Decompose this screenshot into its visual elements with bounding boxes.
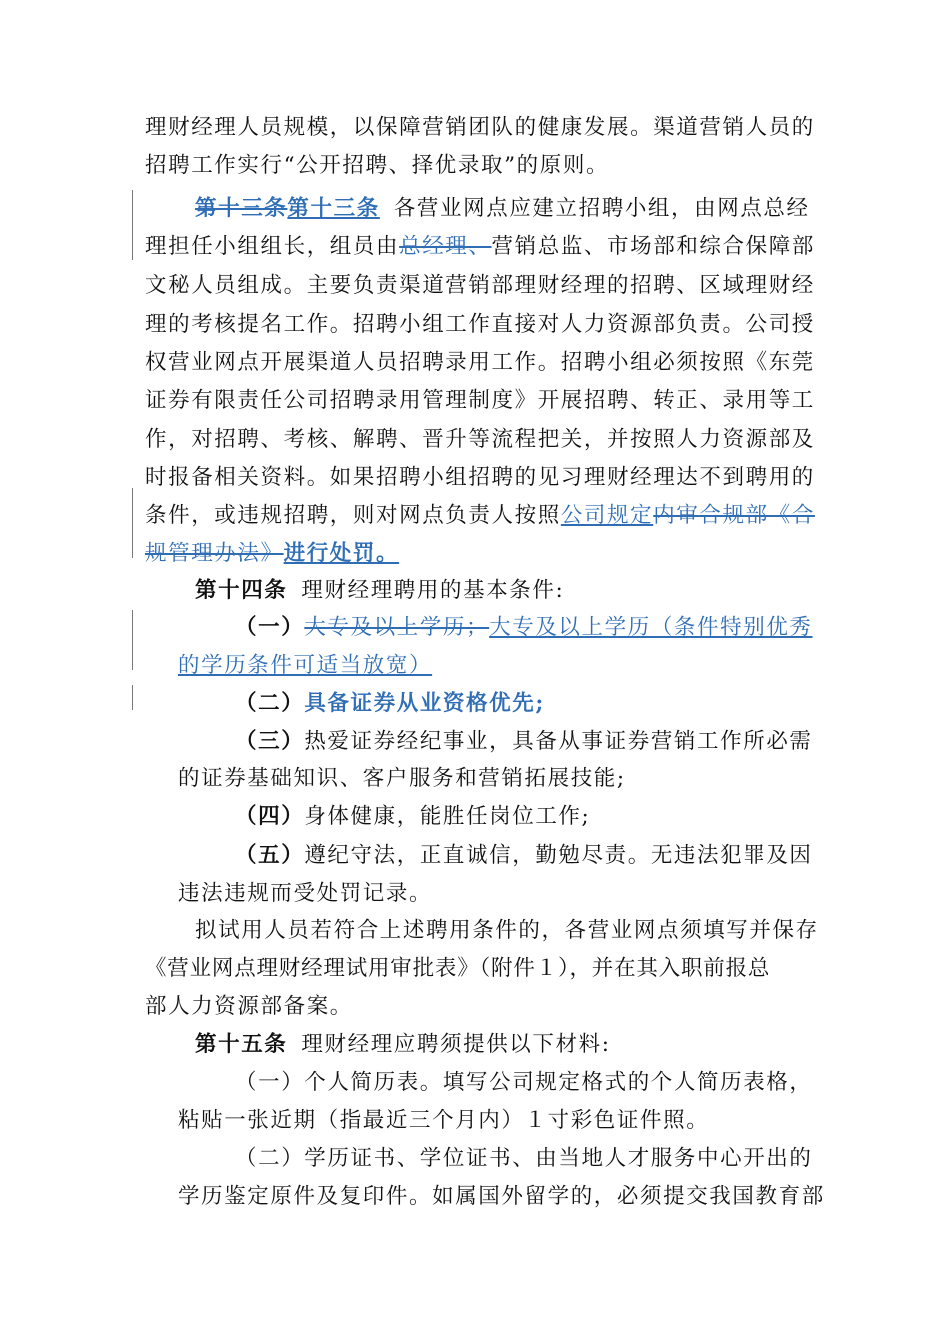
deleted-heading: 第十三条 xyxy=(195,196,288,221)
inserted-heading: 第十三条 xyxy=(287,196,380,221)
list-item-continuation: 的证券基础知识、客户服务和营销拓展技能; xyxy=(178,766,626,791)
list-item xyxy=(235,806,590,828)
deleted-text: 大专及以上学历； xyxy=(304,615,490,640)
list-item xyxy=(235,731,813,753)
list-item-continuation: 违法违规而受处罚记录。 xyxy=(178,881,433,906)
change-bar xyxy=(132,610,133,670)
list-item xyxy=(235,617,813,639)
article-15-line xyxy=(195,1034,611,1056)
text-run: 条件，或违规招聘，则对网点负责人按照 xyxy=(145,503,561,528)
article-13-line xyxy=(145,236,815,258)
formatted-text: 具备证券从业资格优先; xyxy=(304,691,545,716)
paragraph-line: 理财经理人员规模，以保障营销团队的健康发展。渠道营销人员的 xyxy=(145,115,815,140)
list-item: （一）个人简历表。填写公司规定格式的个人简历表格， xyxy=(235,1070,813,1095)
list-item xyxy=(235,845,813,867)
paragraph-line: 招聘工作实行“公开招聘、择优录取”的原则。 xyxy=(145,153,610,178)
item-number: （四） xyxy=(235,804,305,829)
list-item-continuation xyxy=(178,655,432,677)
article-13-line xyxy=(145,543,399,565)
inserted-text: 大专及以上学历（条件特别优秀 xyxy=(489,615,813,640)
item-text: 遵纪守法，正直诚信，勤勉尽责。无违法犯罪及因 xyxy=(304,843,813,868)
list-item-continuation: 粘贴一张近期（指最近三个月内）１寸彩色证件照。 xyxy=(178,1108,710,1133)
article-13-line: 文秘人员组成。主要负责渠道营销部理财经理的招聘、区域理财经 xyxy=(145,273,815,298)
deleted-text: 总经理、 xyxy=(399,234,492,259)
deleted-text: 规管理办法》 xyxy=(145,541,284,566)
article-13-line: 权营业网点开展渠道人员招聘录用工作。招聘小组必须按照《东莞 xyxy=(145,350,815,375)
item-number: （二） xyxy=(235,691,305,716)
text-run: 理担任小组组长，组员由 xyxy=(145,234,400,259)
deleted-text: 内审合规部《合 xyxy=(653,503,815,528)
paragraph-line: 部人力资源部备案。 xyxy=(145,994,353,1019)
paragraph-line: 拟试用人员若符合上述聘用条件的，各营业网点须填写并保存 xyxy=(195,918,819,943)
change-bar xyxy=(132,488,133,558)
item-number: （一） xyxy=(235,615,305,640)
article-heading: 第十五条 xyxy=(195,1032,288,1057)
list-item xyxy=(235,693,545,715)
inserted-text: 公司规定 xyxy=(560,503,654,528)
list-item-continuation: 学历鉴定原件及复印件。如属国外留学的，必须提交我国教育部 xyxy=(178,1184,825,1209)
article-13-line xyxy=(145,505,815,527)
text-run: 营销总监、市场部和综合保障部 xyxy=(491,234,815,259)
article-13-line: 时报备相关资料。如果招聘小组招聘的见习理财经理达不到聘用的 xyxy=(145,465,815,490)
inserted-text: 进行处罚。 xyxy=(283,541,400,566)
change-bar xyxy=(132,190,133,260)
inserted-text: 的学历条件可适当放宽） xyxy=(178,653,433,678)
article-14-line xyxy=(195,580,564,602)
item-number: （三） xyxy=(235,729,305,754)
article-13-line: 证券有限责任公司招聘录用管理制度》开展招聘、转正、录用等工 xyxy=(145,388,815,413)
article-13-line: 理的考核提名工作。招聘小组工作直接对人力资源部负责。公司授 xyxy=(145,312,815,337)
article-text: 理财经理应聘须提供以下材料: xyxy=(301,1032,611,1057)
item-number: （五） xyxy=(235,843,305,868)
article-text: 各营业网点应建立招聘小组，由网点总经 xyxy=(393,196,810,221)
paragraph-line: 《营业网点理财经理试用审批表》（附件１），并在其入职前报总 xyxy=(145,956,771,981)
article-13-line xyxy=(195,198,810,220)
list-item: （二）学历证书、学位证书、由当地人才服务中心开出的 xyxy=(235,1146,813,1171)
article-heading: 第十四条 xyxy=(195,578,288,603)
change-bar xyxy=(132,685,133,710)
item-text: 热爱证券经纪事业，具备从事证券营销工作所必需 xyxy=(304,729,813,754)
item-text: 身体健康，能胜任岗位工作; xyxy=(304,804,591,829)
article-13-line: 作，对招聘、考核、解聘、晋升等流程把关，并按照人力资源部及 xyxy=(145,427,815,452)
article-text: 理财经理聘用的基本条件: xyxy=(301,578,565,603)
